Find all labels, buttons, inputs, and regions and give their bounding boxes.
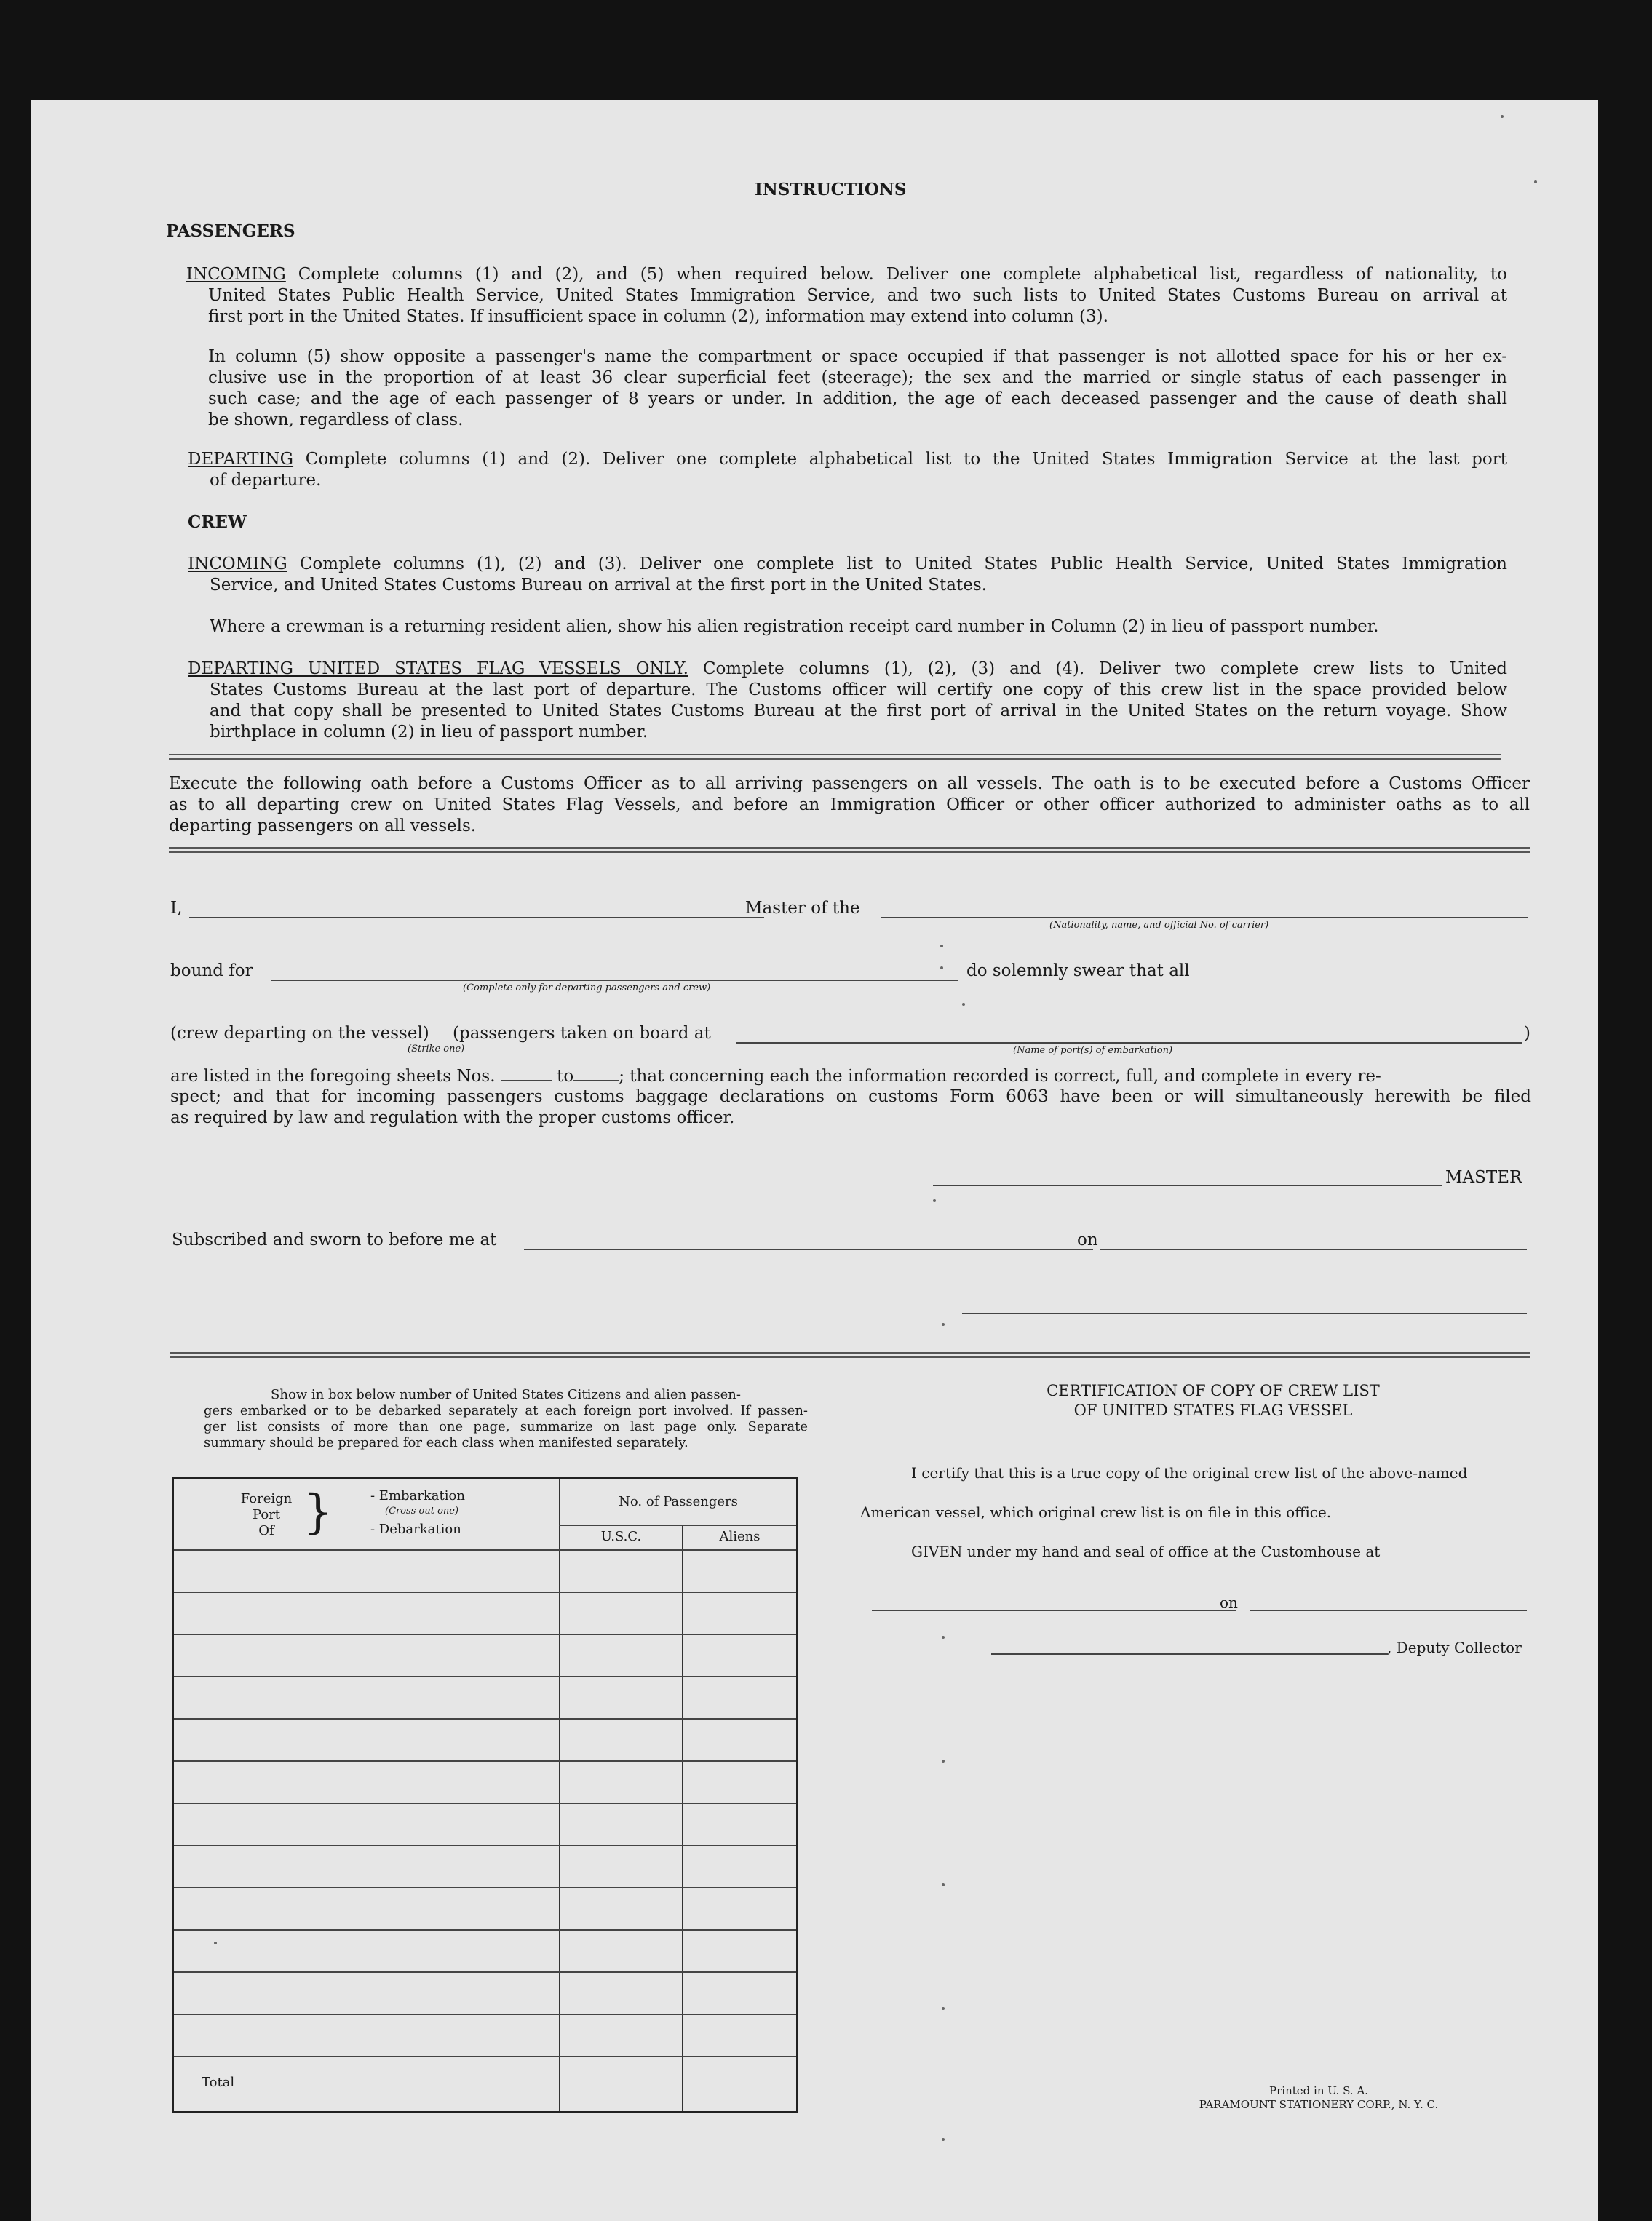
aliens-header: Aliens xyxy=(719,1529,761,1544)
passengers-incoming-label: INCOMING xyxy=(186,265,286,284)
crew-departing-line: Complete columns (1), (2), (3) and (4). Deliver two complete crew lists to United xyxy=(688,659,1507,678)
summary-instructions-line: gers embarked or to be debarked separately at each foreign port involved. If passen- xyxy=(204,1403,808,1418)
scan-speck xyxy=(1501,115,1504,118)
bound-for-hint: (Complete only for departing passengers and crew) xyxy=(463,982,711,993)
master-signature-label: MASTER xyxy=(1445,1168,1522,1187)
subscribed-label: Subscribed and sworn to before me at xyxy=(172,1231,497,1249)
passengers-incoming-block xyxy=(186,264,1507,327)
column5-line: be shown, regardless of class. xyxy=(208,410,464,429)
crew-heading: CREW xyxy=(188,512,247,532)
passengers-departing-line: Complete columns (1) and (2). Deliver one complete alphabetical list to the United States Immigration Service at the last port xyxy=(293,450,1507,469)
passengers-departing-line: of departure. xyxy=(210,471,322,490)
passengers-incoming-line: United States Public Health Service, United States Immigration Service, and two such lists to United States Customs Bureau on arrival at xyxy=(208,286,1507,305)
scan-speck xyxy=(942,2138,945,2141)
strike-one-hint: (Strike one) xyxy=(408,1044,465,1054)
crew-resident-line: Where a crewman is a returning resident alien, show his alien registration receipt card number in Column (2) in lieu of passport number. xyxy=(210,617,1379,636)
certification-date-field[interactable] xyxy=(1250,1610,1527,1611)
of-label: Of xyxy=(258,1523,274,1538)
summary-instructions-line: ger list consists of more than one page, summarize on last page only. Separate xyxy=(204,1419,808,1434)
column5-line: In column (5) show opposite a passenger's name the compartment or space occupied if that passenger is not allotted space for his or her ex- xyxy=(208,347,1507,366)
oath-intro-line: Execute the following oath before a Customs Officer as to all arriving passengers on all vessels. The oath is to be executed before a Customs Officer xyxy=(169,774,1530,793)
sheet-from-field[interactable] xyxy=(501,1065,552,1081)
table-row xyxy=(174,1760,796,1762)
passengers-incoming-line: Complete columns (1) and (2), and (5) when required below. Deliver one complete alphabetical list, regardless of nationality, to xyxy=(285,265,1507,284)
scan-speck xyxy=(962,1003,965,1006)
table-column-divider xyxy=(559,1479,560,2111)
officer-signature-field[interactable] xyxy=(962,1313,1527,1314)
passengers-heading: PASSENGERS xyxy=(166,221,295,241)
table-row xyxy=(174,1929,796,1931)
cross-out-hint: (Cross out one) xyxy=(385,1506,459,1517)
table-row xyxy=(174,1803,796,1804)
embarkation-port-field[interactable] xyxy=(736,1042,1522,1044)
crew-departing-line: and that copy shall be presented to United States Customs Bureau at the first port of arrival in the United States on the return voyage. Show xyxy=(210,702,1507,720)
deputy-collector-signature-field[interactable] xyxy=(991,1653,1388,1655)
master-of-the-label: Master of the xyxy=(745,899,860,918)
form-sheet xyxy=(31,100,1598,2221)
table-row xyxy=(174,1845,796,1846)
summary-instructions-line: Show in box below number of United States Citizens and alien passen- xyxy=(271,1387,741,1402)
close-paren: ) xyxy=(1524,1024,1530,1043)
table-row xyxy=(174,1634,796,1635)
crew-departing-label: DEPARTING UNITED STATES FLAG VESSELS ONLY. xyxy=(188,659,688,678)
foreign-label: Foreign xyxy=(240,1491,293,1506)
crew-incoming-block xyxy=(188,554,1507,596)
scan-speck xyxy=(942,2007,945,2010)
brace-glyph: } xyxy=(303,1485,333,1539)
given-line: GIVEN under my hand and seal of office at the Customhouse at xyxy=(911,1543,1381,1560)
table-row xyxy=(174,1718,796,1720)
carrier-field[interactable] xyxy=(881,917,1528,918)
carrier-hint: (Nationality, name, and official No. of carrier) xyxy=(1049,920,1269,931)
passengers-taken-option[interactable]: (passengers taken on board at xyxy=(453,1024,711,1043)
swear-label: do solemnly swear that all xyxy=(966,961,1190,980)
crew-departing-line: birthplace in column (2) in lieu of passport number. xyxy=(210,723,648,742)
table-header-divider xyxy=(174,1549,796,1551)
certification-title xyxy=(940,1381,1486,1421)
no-of-passengers-header: No. of Passengers xyxy=(619,1494,738,1509)
certify-line: American vessel, which original crew list is on file in this office. xyxy=(860,1503,1332,1521)
divider xyxy=(169,754,1501,760)
table-row xyxy=(174,1971,796,1973)
sheet-to-field[interactable] xyxy=(573,1065,619,1081)
scan-speck xyxy=(214,1942,217,1944)
certification-title-line: OF UNITED STATES FLAG VESSEL xyxy=(1073,1402,1353,1419)
column5-line: such case; and the age of each passenger of 8 years or under. In addition, the age of each deceased passenger and the cause of death shall xyxy=(208,389,1507,408)
debarkation-option[interactable]: - Debarkation xyxy=(370,1522,461,1537)
crew-incoming-line: Complete columns (1), (2) and (3). Deliver one complete list to United States Public Health Service, United States Immigration xyxy=(287,555,1507,573)
column5-line: clusive use in the proportion of at least 36 clear superficial feet (steerage); the sex and the married or single status of each passenger in xyxy=(208,368,1507,387)
usc-header: U.S.C. xyxy=(600,1529,642,1544)
passengers-departing-label: DEPARTING xyxy=(188,450,294,469)
scan-speck xyxy=(942,1636,945,1639)
scan-speck xyxy=(942,1323,945,1326)
table-row xyxy=(174,1592,796,1593)
oath-intro-line: as to all departing crew on United States Flag Vessels, and before an Immigration Officer or other officer authorized to administer oaths as to all xyxy=(169,795,1530,814)
sworn-date-field[interactable] xyxy=(1100,1249,1527,1250)
certification-on-label: on xyxy=(1220,1594,1238,1611)
scan-speck xyxy=(940,966,943,969)
respect-line: spect; and that for incoming passengers customs baggage declarations on customs Form 6063 have been or will simultaneously herewith be filed xyxy=(170,1087,1531,1106)
crew-incoming-line: Service, and United States Customs Bureau on arrival at the first port in the United States. xyxy=(210,576,987,595)
ports-hint: (Name of port(s) of embarkation) xyxy=(1013,1045,1173,1056)
certification-title-line: CERTIFICATION OF COPY OF CREW LIST xyxy=(1047,1382,1380,1399)
scan-speck xyxy=(942,1760,945,1763)
printed-in-usa: Printed in U. S. A. xyxy=(1269,2084,1368,2097)
table-row xyxy=(174,2056,796,2057)
printer-name: PARAMOUNT STATIONERY CORP., N. Y. C. xyxy=(1199,2098,1439,2111)
divider xyxy=(169,847,1530,853)
deputy-collector-label: , Deputy Collector xyxy=(1387,1639,1522,1656)
scan-speck xyxy=(942,1883,945,1886)
respect-line: as required by law and regulation with the proper customs officer. xyxy=(170,1108,735,1127)
master-name-field[interactable] xyxy=(189,917,764,918)
passengers-departing-block xyxy=(188,449,1507,491)
divider xyxy=(170,1352,1530,1358)
sworn-on-label: on xyxy=(1077,1231,1098,1249)
crew-incoming-label: INCOMING xyxy=(188,555,287,573)
listed-line xyxy=(170,1065,1381,1087)
table-row xyxy=(174,1676,796,1677)
summary-instructions xyxy=(204,1387,808,1451)
port-label: Port xyxy=(252,1507,281,1522)
master-signature-field[interactable] xyxy=(933,1185,1442,1186)
listed-text-a: are listed in the foregoing sheets Nos. xyxy=(170,1067,496,1086)
sworn-place-field[interactable] xyxy=(524,1249,1093,1250)
column5-block xyxy=(208,346,1507,431)
printer-footer xyxy=(1180,2084,1457,2112)
table-row xyxy=(174,1887,796,1888)
page-title: INSTRUCTIONS xyxy=(755,180,907,199)
summary-instructions-line: summary should be prepared for each class when manifested separately. xyxy=(204,1435,688,1450)
oath-i-label: I, xyxy=(170,899,183,918)
oath-intro-block xyxy=(169,774,1530,837)
total-label: Total xyxy=(202,2075,235,2090)
scan-speck xyxy=(933,1199,936,1202)
listed-text-b: ; that concerning each the information recorded is correct, full, and complete in every re- xyxy=(619,1067,1381,1086)
crew-departing-option[interactable]: (crew departing on the vessel) xyxy=(170,1024,429,1043)
customhouse-field[interactable] xyxy=(872,1610,1236,1611)
respect-block xyxy=(170,1086,1531,1129)
foreign-port-of-label xyxy=(234,1491,299,1539)
listed-to-text: to xyxy=(557,1067,574,1086)
crew-departing-line: States Customs Bureau at the last port of departure. The Customs officer will certify one copy of this crew list in the space provided below xyxy=(210,680,1507,699)
certify-line: I certify that this is a true copy of the original crew list of the above-named xyxy=(911,1464,1468,1482)
scan-speck xyxy=(1534,180,1537,183)
oath-intro-line: departing passengers on all vessels. xyxy=(169,817,477,835)
passenger-summary-table xyxy=(172,1477,798,2113)
embarkation-option[interactable]: - Embarkation xyxy=(370,1488,465,1503)
crew-departing-block xyxy=(188,659,1507,743)
table-header-divider xyxy=(559,1525,796,1526)
bound-for-label: bound for xyxy=(170,961,253,980)
passengers-incoming-line: first port in the United States. If insufficient space in column (2), information may extend into column (3). xyxy=(208,307,1108,326)
table-column-divider xyxy=(682,1525,683,2111)
scan-speck xyxy=(940,945,943,947)
bound-for-field[interactable] xyxy=(271,980,958,981)
table-row xyxy=(174,2014,796,2015)
